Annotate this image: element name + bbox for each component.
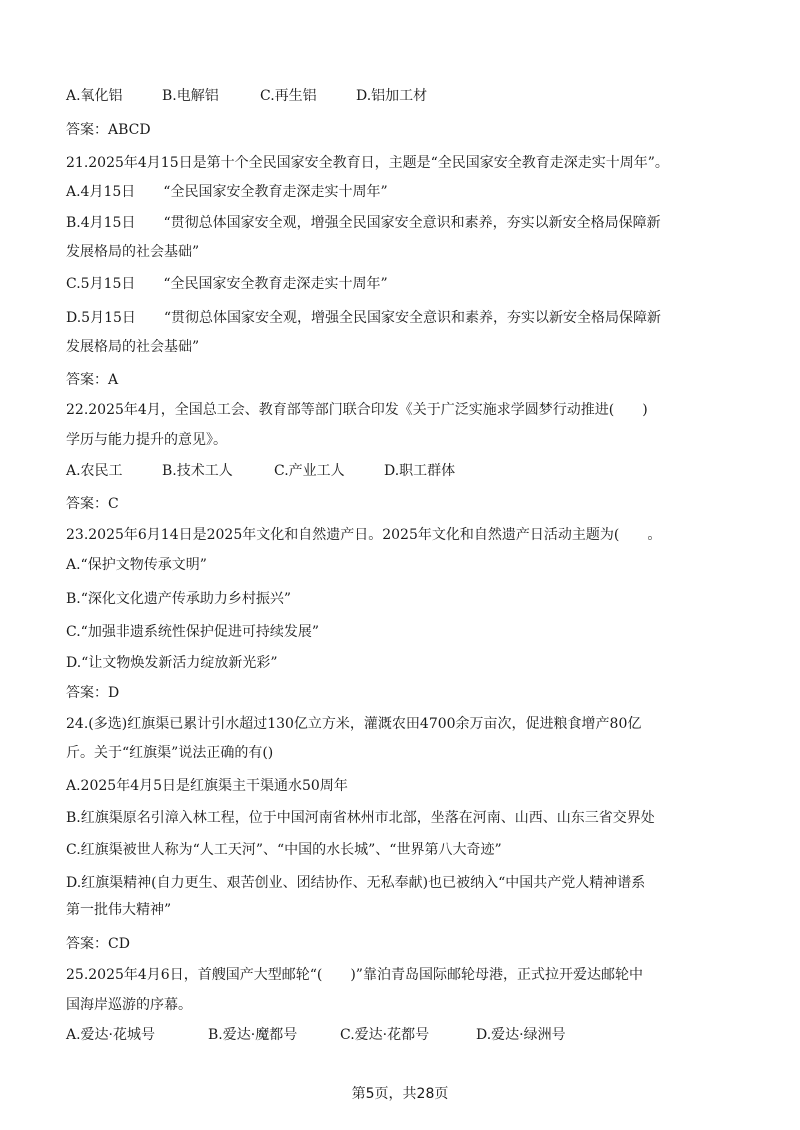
q22-options xyxy=(66,461,760,481)
q20-option-b: B.电解铝 xyxy=(162,88,219,104)
q20-option-a: A.氧化铝 xyxy=(66,88,123,104)
q22-stem-line1: 22.2025年4月，全国总工会、教育部等部门联合印发《关于广泛实施求学圆梦行动推进( ) xyxy=(66,402,648,418)
q22-option-c: C.产业工人 xyxy=(274,463,345,479)
q24-answer: 答案：CD xyxy=(66,936,130,952)
q22-option-a: A.农民工 xyxy=(66,463,123,479)
q23-option-b: B.“深化文化遗产传承助力乡村振兴” xyxy=(66,591,292,607)
q23-option-a: A.“保护文物传承文明” xyxy=(66,557,207,573)
q23-stem: 23.2025年6月14日是2025年文化和自然遗产日。2025年文化和自然遗产日活动主题为( 。 xyxy=(66,527,662,543)
q21-option-a: A.4月15日 “全民国家安全教育走深走实十周年” xyxy=(66,184,388,200)
q25-option-b: B.爱达·魔都号 xyxy=(208,1027,298,1043)
q22-answer: 答案：C xyxy=(66,496,119,512)
q24-option-d-line2: 第一批伟大精神” xyxy=(66,902,172,918)
q23-option-c: C.“加强非遗系统性保护促进可持续发展” xyxy=(66,624,319,640)
q24-option-c: C.红旗渠被世人称为“人工天河”、“中国的水长城”、“世界第八大奇迹” xyxy=(66,842,502,858)
q21-option-b-line1: B.4月15日 “贯彻总体国家安全观，增强全民国家安全意识和素养，夯实以新安全格局保障新 xyxy=(66,215,661,231)
q25-option-a: A.爱达·花城号 xyxy=(66,1027,156,1043)
q22-option-d: D.职工群体 xyxy=(384,463,456,479)
q20-answer: 答案：ABCD xyxy=(66,122,151,138)
q24-option-d-line1: D.红旗渠精神(自力更生、艰苦创业、团结协作、无私奉献)也已被纳入“中国共产党人精神谱系 xyxy=(66,875,646,891)
q24-option-a: A.2025年4月5日是红旗渠主干渠通水50周年 xyxy=(66,778,348,794)
q21-answer: 答案：A xyxy=(66,372,119,388)
q24-option-b: B.红旗渠原名引漳入林工程，位于中国河南省林州市北部，坐落在河南、山西、山东三省交界处 xyxy=(66,810,655,826)
q20-option-d: D.铝加工材 xyxy=(356,88,428,104)
q25-stem-line2: 国海岸巡游的序幕。 xyxy=(66,997,192,1013)
q25-options xyxy=(66,1025,760,1045)
q21-option-b-line2: 发展格局的社会基础” xyxy=(66,244,200,260)
q25-stem-line1: 25.2025年4月6日，首艘国产大型邮轮“( )”靠泊青岛国际邮轮母港，正式拉开爱达邮轮中 xyxy=(66,967,643,983)
q21-option-d-line2: 发展格局的社会基础” xyxy=(66,339,200,355)
q24-stem-line1: 24.(多选)红旗渠已累计引水超过130亿立方米，灌溉农田4700余万亩次，促进粮食增产80亿 xyxy=(66,716,642,732)
q21-option-d-line1: D.5月15日 “贯彻总体国家安全观，增强全民国家安全意识和素养，夯实以新安全格局保障新 xyxy=(66,310,662,326)
q21-stem: 21.2025年4月15日是第十个全民国家安全教育日，主题是“全民国家安全教育走深走实十周年”。 xyxy=(66,155,669,171)
q24-stem-line2: 斤。关于“红旗渠”说法正确的有() xyxy=(66,745,274,761)
q21-option-c: C.5月15日 “全民国家安全教育走深走实十周年” xyxy=(66,276,388,292)
page-number-footer: 第5页，共28页 xyxy=(351,1086,449,1102)
q25-option-c: C.爱达·花都号 xyxy=(340,1027,430,1043)
q22-option-b: B.技术工人 xyxy=(162,463,233,479)
q20-option-c: C.再生铝 xyxy=(260,88,317,104)
q23-answer: 答案：D xyxy=(66,685,120,701)
q23-option-d: D.“让文物焕发新活力绽放新光彩” xyxy=(66,655,278,671)
q20-options xyxy=(66,86,760,106)
q22-stem-line2: 学历与能力提升的意见》。 xyxy=(66,432,227,448)
q25-option-d: D.爱达·绿洲号 xyxy=(476,1027,566,1043)
